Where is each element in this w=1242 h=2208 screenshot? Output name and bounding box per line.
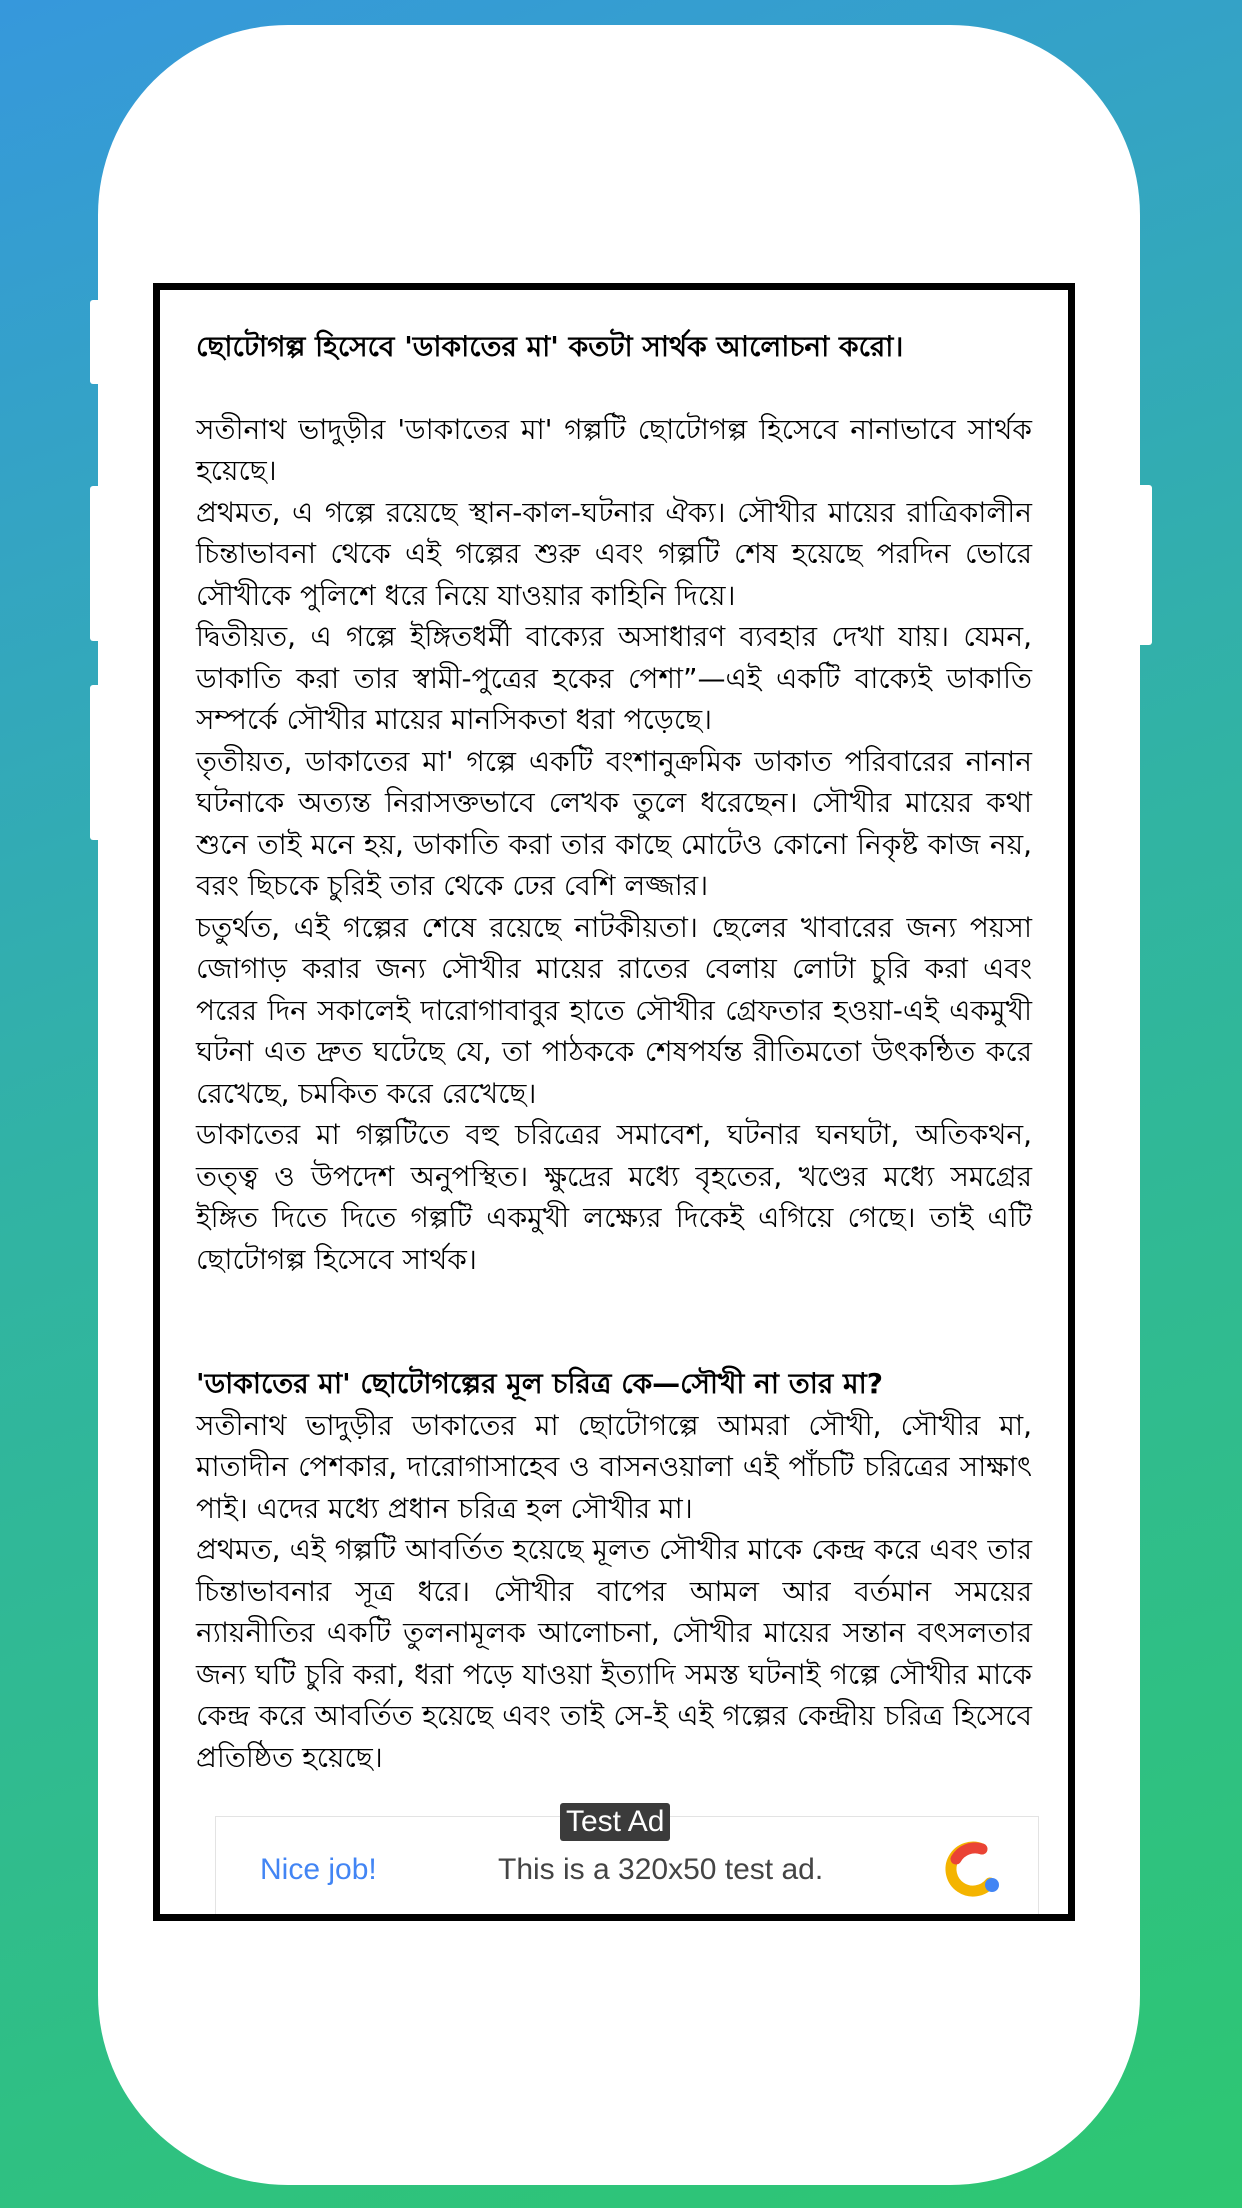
q1-paragraph: চতুর্থত, এই গল্পের শেষে রয়েছে নাটকীয়তা। ছেলের খাবারের জন্য পয়সা জোগাড় করার জন্য সৌখীর মায়ের রাতের বেলায় লোটা চুরি করা এবং পরের দিন সকালেই দারোগাবাবুর হাতে সৌখীর গ্রেফতার হওয়া-এই একমুখী ঘটনা এত দ্রুত ঘটেছে যে, তা পাঠককে শেষপর্যন্ত রীতিমতো উৎকন্ঠিত করে রেখেছে, চমকিত করে রেখেছে। [196,910,1032,1110]
ad-headline[interactable]: Nice job! [260,1853,377,1886]
article-content [196,326,1032,1778]
test-ad-banner[interactable] [215,1805,1039,1916]
q1-paragraph: প্রথমত, এ গল্পে রয়েছে স্থান-কাল-ঘটনার ঐক্য। সৌখীর মায়ের রাত্রিকালীন চিন্তাভাবনা থেকে এই গল্পের শুরু এবং গল্পটি শেষ হয়েছে পরদিন ভোরে সৌখীকে পুলিশে ধরে নিয়ে যাওয়ার কাহিনি দিয়ে। [196,495,1032,612]
phone-side-button-left-3 [90,685,106,840]
q1-paragraph: তৃতীয়ত, ডাকাতের মা' গল্পে একটি বংশানুক্রমিক ডাকাত পরিবারের নানান ঘটনাকে অত্যন্ত নিরাসক্তভাবে লেখক তুলে ধরেছেন। সৌখীর মায়ের কথা শুনে তাই মনে হয়, ডাকাতি করা তার কাছে মোটেও কোনো নিকৃষ্ট কাজ নয়, বরং ছিচকে চুরিই তার থেকে ঢের বেশি লজ্জার। [196,744,1032,902]
question-2-title: 'ডাকাতের মা' ছোটোগল্পের মূল চরিত্র কে—সৌখী না তার মা? [196,1367,883,1400]
phone-side-button-left-1 [90,300,106,384]
q2-paragraph: প্রথমত, এই গল্পটি আবর্তিত হয়েছে মূলত সৌখীর মাকে কেন্দ্র করে এবং তার চিন্তাভাবনার সূত্র ধরে। সৌখীর বাপের আমল আর বর্তমান সময়ের ন্যায়নীতির একটি তুলনামূলক আলোচনা, সৌখীর মায়ের সন্তান বৎসলতার জন্য ঘটি চুরি করা, ধরা পড়ে যাওয়া ইত্যাদি সমস্ত ঘটনাই গল্পে সৌখীর মাকে কেন্দ্র করে আবর্তিত হয়েছে এবং তাই সে-ই এই গল্পের কেন্দ্রীয় চরিত্র হিসেবে প্রতিষ্ঠিত হয়েছে। [196,1533,1032,1774]
q1-paragraph: দ্বিতীয়ত, এ গল্পে ইঙ্গিতধর্মী বাক্যের অসাধারণ ব্যবহার দেখা যায়। যেমন, ডাকাতি করা তার স্বামী-পুত্রের হকের পেশা”—এই একটি বাক্যেই ডাকাতি সম্পর্কে সৌখীর মায়ের মানসিকতা ধরা পড়েছে। [196,620,1032,736]
q2-paragraph: সতীনাথ ভাদুড়ীর ডাকাতের মা ছোটোগল্পে আমরা সৌখী, সৌখীর মা, মাতাদীন পেশকার, দারোগাসাহেব ও বাসনওয়ালা এই পাঁচটি চরিত্রের সাক্ষাৎ পাই। এদের মধ্যে প্রধান চরিত্র হল সৌখীর মা। [196,1408,1032,1525]
article-frame[interactable] [153,283,1075,1921]
section-gap [196,1280,1032,1363]
phone-side-button-right [1136,485,1152,645]
ad-network-logo-icon[interactable] [942,1839,1006,1899]
q1-paragraph: ডাকাতের মা গল্পটিতে বহু চরিত্রের সমাবেশ, ঘটনার ঘনঘটা, অতিকথন, তত্ত্ব ও উপদেশ অনুপস্থিত। ক্ষুদ্রের মধ্যে বৃহতের, খণ্ডের মধ্যে সমগ্রের ইঙ্গিত দিতে দিতে গল্পটি একমুখী লক্ষ্যের দিকেই এগিয়ে গেছে। তাই এটি ছোটোগল্প হিসেবে সার্থক। [196,1118,1032,1276]
q1-paragraph: সতীনাথ ভাদুড়ীর 'ডাকাতের মা' গল্পটি ছোটোগল্প হিসেবে নানাভাবে সার্থক হয়েছে। [196,412,1032,487]
question-1-title: ছোটোগল্প হিসেবে 'ডাকাতের মা' কতটা সার্থক আলোচনা করো। [196,330,904,363]
ad-body-text[interactable]: This is a 320x50 test ad. [498,1853,824,1886]
phone-side-button-left-2 [90,486,106,641]
ad-badge: Test Ad [560,1803,670,1841]
